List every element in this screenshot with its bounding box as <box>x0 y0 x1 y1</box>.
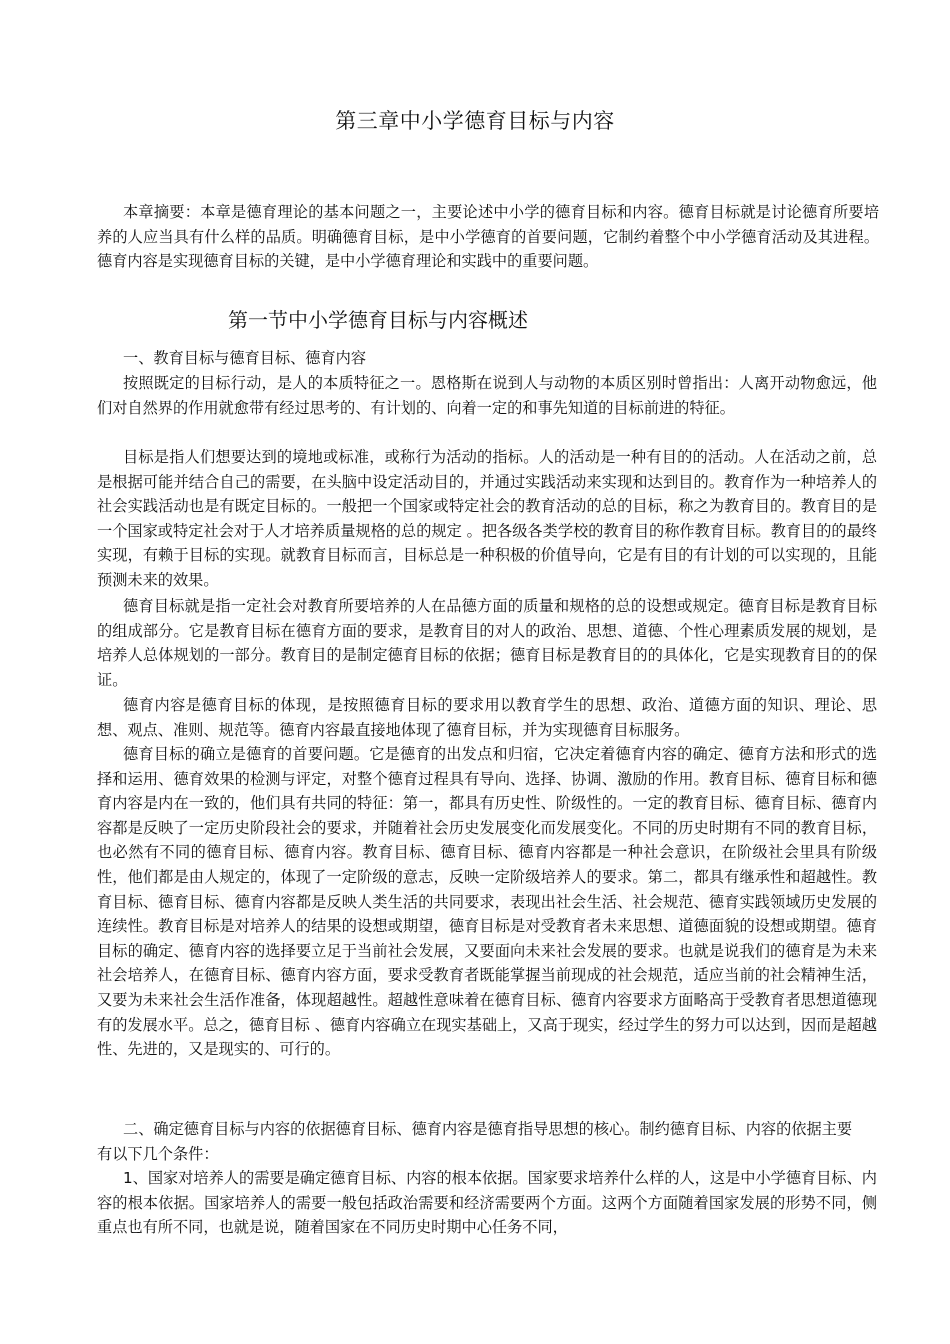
chapter-abstract: 本章摘要：本章是德育理论的基本问题之一，主要论述中小学的德育目标和内容。德育目标就是讨论德育所要培养的人应当具有什么样的品质。明确德育目标，是中小学德育的首要问题，它制约着整个中小学德育活动及其进程。德育内容是实现德育目标的关键，是中小学德育理论和实践中的重要问题。 <box>97 203 879 271</box>
paragraph-5: 德育目标的确立是德育的首要问题。它是德育的出发点和归宿，它决定着德育内容的确定、德育方法和形式的选择和运用、德育效果的检测与评定，对整个德育过程具有导向、选择、协调、激励的作用。教育目标、德育目标和德育内容是内在一致的，他们具有共同的特征：第一，都具有历史性、阶级性的。一定的教育目标、德育目标、德育内容都是反映了一定历史阶段社会的要求，并随着社会历史发展变化而发展变化。不同的历史时期有不同的教育目标，也必然有不同的德育目标、德育内容。教育目标、德育目标、德育内容都是一种社会意识，在阶级社会里具有阶级性，他们都是由人规定的，体现了一定阶级的意志，反映一定阶级培养人的要求。第二，都具有继承性和超越性。教育目标、德育目标、德育内容都是反映人类生活的共同要求，表现出社会生活、社会规范、德育实践领域历史发展的连续性。教育目标是对培养人的结果的设想或期望，德育目标是对受教育者未来思想、道德面貌的设想或期望。德育目标的确定、德育内容的选择要立足于当前社会发展，又要面向未来社会发展的要求。也就是说我们的德育是为未来社会培养人，在德育目标、德育内容方面，要求受教育者既能掌握当前现成的社会规范，适应当前的社会精神生活，又要为未来社会生活作准备，体现超越性。超越性意味着在德育目标、德育内容要求方面略高于受教育者思想道德现有的发展水平。总之，德育目标 、德育内容确立在现实基础上，又高于现实，经过学生的努力可以达到，因而是超越性、先进的，又是现实的、可行的。 <box>97 745 877 1059</box>
paragraph-6: 1、国家对培养人的需要是确定德育目标、内容的根本依据。国家要求培养什么样的人，这是中小学德育目标、内容的根本依据。国家培养人的需要一般包括政治需要和经济需要两个方面。这两个方面随着国家发展的形势不同，侧重点也有所不同，也就是说，随着国家在不同历史时期中心任务不同， <box>97 1169 877 1237</box>
section-title: 第一节中小学德育目标与内容概述 <box>228 308 528 332</box>
heading-one: 一、教育目标与德育目标、德育内容 <box>123 349 366 367</box>
paragraph-4: 德育内容是德育目标的体现，是按照德育目标的要求用以教育学生的思想、政治、道德方面的知识、理论、思想、观点、准则、规范等。德育内容最直接地体现了德育目标，并为实现德育目标服务。 <box>97 696 877 739</box>
paragraph-1: 按照既定的目标行动，是人的本质特征之一。恩格斯在说到人与动物的本质区别时曾指出：人离开动物愈远，他们对自然界的作用就愈带有经过思考的、有计划的、向着一定的和事先知道的目标前进的特征。 <box>97 374 877 417</box>
chapter-title: 第三章中小学德育目标与内容 <box>335 109 615 133</box>
paragraph-3: 德育目标就是指一定社会对教育所要培养的人在品德方面的质量和规格的总的设想或规定。德育目标是教育目标的组成部分。它是教育目标在德育方面的要求，是教育目的对人的政治、思想、道德、个性心理素质发展的规划，是培养人总体规划的一部分。教育目的是制定德育目标的依据；德育目标是教育目的的具体化，它是实现教育目的的保证。 <box>97 597 877 689</box>
heading-two: 二、确定德育目标与内容的依据德育目标、德育内容是德育指导思想的核心。制约德育目标、内容的依据主要有以下几个条件： <box>97 1120 852 1163</box>
paragraph-2: 目标是指人们想要达到的境地或标准，或称行为活动的指标。人的活动是一种有目的的活动。人在活动之前，总是根据可能并结合自己的需要，在头脑中设定活动目的，并通过实践活动来实现和达到目的。教育作为一种培养人的社会实践活动也是有既定目标的。一般把一个国家或特定社会的教育活动的总的目标，称之为教育目的。教育目的是一个国家或特定社会对于人才培养质量规格的总的规定 。把各级各类学校的教育目的称作教育目标。教育目的的最终实现，有赖于目标的实现。就教育目标而言，目标总是一种积极的价值导向，它是有目的有计划的可以实现的，且能预测未来的效果。 <box>97 448 877 589</box>
